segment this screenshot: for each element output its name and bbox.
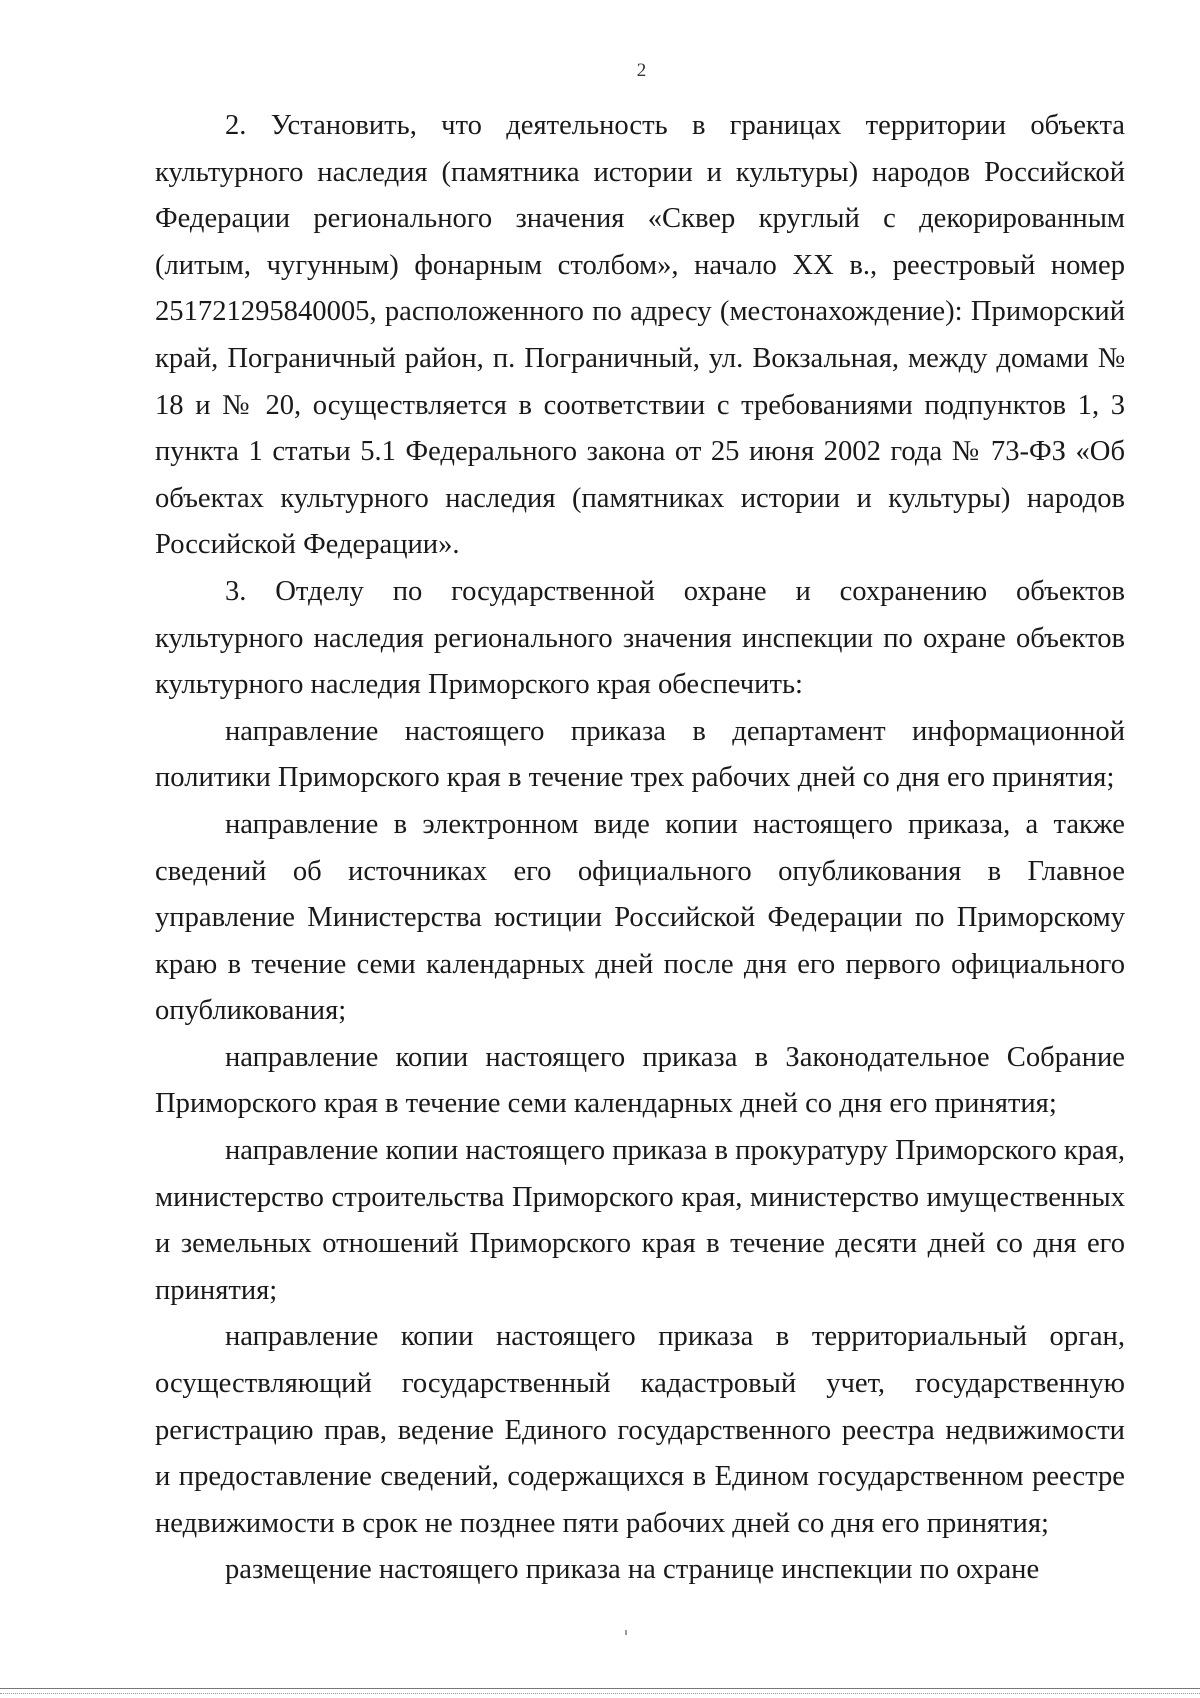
- list-item: направление в электронном виде копии настоящего приказа, а также сведений об источниках его официального опубликования в Главное управление Министерства юстиции Российской Федерации по Приморскому краю в течение семи календарных дней после дня его первого официального опубликования;: [155, 808, 1125, 1027]
- page-edge-line: [0, 1693, 1200, 1694]
- paragraph-3: 3. Отделу по государственной охране и сохранению объектов культурного наследия регионального значения инспекции по охране объектов культурного наследия Приморского края обеспечить:: [155, 575, 1125, 701]
- list-item: направление настоящего приказа в департамент информационной политики Приморского края в течение трех рабочих дней со дня его принятия;: [155, 715, 1125, 794]
- page-edge-line: [0, 1688, 1200, 1689]
- list-item: размещение настоящего приказа на странице инспекции по охране: [225, 1554, 1040, 1586]
- list-item: направление копии настоящего приказа в Законодательное Собрание Приморского края в течение семи календарных дней со дня его принятия;: [155, 1041, 1125, 1120]
- list-item: направление копии настоящего приказа в территориальный орган, осуществляющий государственный кадастровый учет, государственную регистрацию прав, ведение Единого государственного реестра недвижимости и предоставление сведений, содержащихся в Едином государственном реестре недвижимости в срок не позднее пяти рабочих дней со дня его принятия;: [155, 1321, 1125, 1539]
- document-body: [155, 103, 1125, 1594]
- scan-artifact: [625, 1630, 627, 1635]
- page-number: 2: [636, 60, 647, 81]
- list-item: направление копии настоящего приказа в прокуратуру Приморского края, министерство строительства Приморского края, министерство имущественных и земельных отношений Приморского края в течение десяти дней со дня его принятия;: [155, 1135, 1125, 1306]
- paragraph-2: 2. Установить, что деятельность в границах территории объекта культурного наследия (памятника истории и культуры) народов Российской Федерации регионального значения «Сквер круглый с декорированным (литым, чугунным) фонарным столбом», начало XX в., реестровый номер 251721295840005, расположенного по адресу (местонахождение): Приморский край, Пограничный район, п. Пограничный, ул. Вокзальная, между домами № 18 и № 20, осуществляется в соответствии с требованиями подпунктов 1, 3 пункта 1 статьи 5.1 Федерального закона от 25 июня 2002 года № 73-ФЗ «Об объектах культурного наследия (памятниках истории и культуры) народов Российской Федерации».: [155, 110, 1125, 561]
